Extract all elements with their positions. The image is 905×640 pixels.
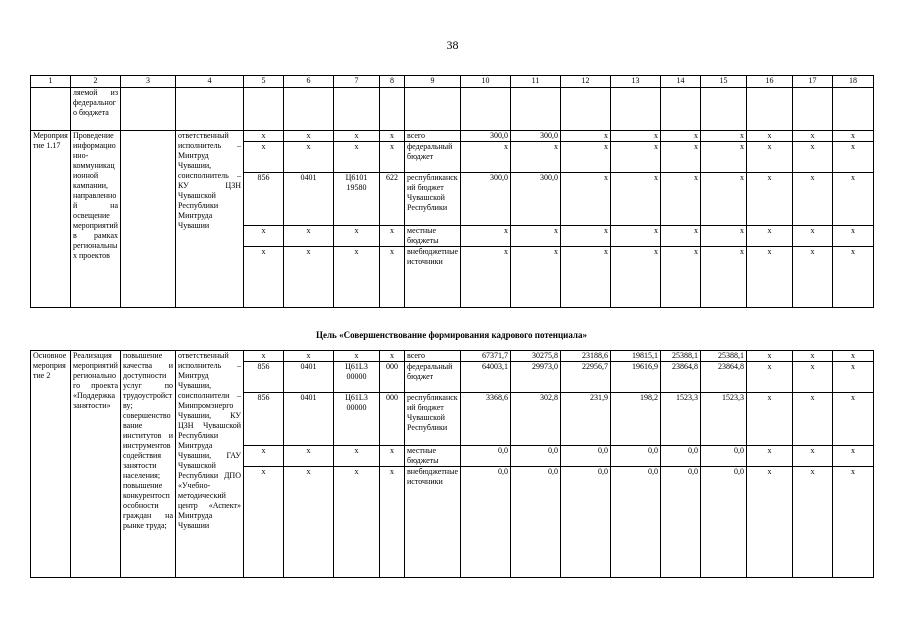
column-number-13: 13 [611, 76, 661, 88]
column-number-5: 5 [244, 76, 284, 88]
cell-v16: x [747, 173, 793, 226]
cell-c6: x [284, 467, 334, 578]
cell-c5: x [244, 226, 284, 247]
cell-v18: x [833, 467, 874, 578]
column-number-6: 6 [284, 76, 334, 88]
program-table-part1 [30, 75, 874, 308]
cell-c6: x [284, 351, 334, 362]
cell-v14: 0,0 [661, 446, 701, 467]
cell-c7: Ц61L3 00000 [334, 362, 380, 393]
cell-v10: x [461, 247, 511, 308]
activity-name: Проведение информационно-коммуникационной кампании, направленной на освещение мероприятий в рамках региональных проектов [71, 131, 121, 308]
cell-c6: x [284, 446, 334, 467]
activity-goal [121, 131, 176, 308]
cell-src: местные бюджеты [405, 446, 461, 467]
cell-c7: x [334, 226, 380, 247]
carry-over-row [31, 88, 874, 131]
cell-c7: x [334, 467, 380, 578]
cell-v11: 302,8 [511, 393, 561, 446]
cell-v17: x [793, 173, 833, 226]
column-number-15: 15 [701, 76, 747, 88]
cell-v14: 23864,8 [661, 362, 701, 393]
activity-goal: повышение качества и доступности услуг по трудоустройству; совершенствование институтов и инструментов содействия занятости населения; повышение конкурентоспособности граждан на рынке труда; [121, 351, 176, 578]
cell-src: внебюджетные источники [405, 467, 461, 578]
cell-src: местные бюджеты [405, 226, 461, 247]
cell-v10: 0,0 [461, 467, 511, 578]
cell-v13: x [611, 173, 661, 226]
cell-src: федеральный бюджет [405, 362, 461, 393]
activity-label: Основное мероприятие 2 [31, 351, 71, 578]
column-number-14: 14 [661, 76, 701, 88]
budget-row [31, 351, 874, 362]
cell-v16: x [747, 247, 793, 308]
cell-v10: x [461, 226, 511, 247]
cell-v16: x [747, 362, 793, 393]
cell-c5: x [244, 247, 284, 308]
cell-c5: x [244, 467, 284, 578]
cell-v18: x [833, 173, 874, 226]
cell-c6: x [284, 142, 334, 173]
cell-v16: x [747, 446, 793, 467]
cell-v12: x [561, 173, 611, 226]
cell-v18: x [833, 226, 874, 247]
cell-src: внебюджетные источники [405, 247, 461, 308]
column-number-12: 12 [561, 76, 611, 88]
cell-c7: Ц61L3 00000 [334, 393, 380, 446]
page-number: 38 [446, 38, 459, 52]
cell-v11: 29973,0 [511, 362, 561, 393]
cell-c6: x [284, 226, 334, 247]
cell-v10: x [461, 142, 511, 173]
cell-v14: x [661, 226, 701, 247]
cell-c5: 856 [244, 173, 284, 226]
cell-v15: x [701, 173, 747, 226]
cell-c5: x [244, 351, 284, 362]
cell-v10: 67371,7 [461, 351, 511, 362]
cell-v17: x [793, 226, 833, 247]
cell-v11: x [511, 247, 561, 308]
cell-c8: x [380, 142, 405, 173]
cell-v12: 22956,7 [561, 362, 611, 393]
cell-v16: x [747, 393, 793, 446]
column-number-2: 2 [71, 76, 121, 88]
cell-v16: x [747, 226, 793, 247]
cell-c8: x [380, 467, 405, 578]
cell-v16: x [747, 142, 793, 173]
column-number-18: 18 [833, 76, 874, 88]
cell-v13: 0,0 [611, 446, 661, 467]
cell-c7: Ц6101 19580 [334, 173, 380, 226]
cell-v12: 231,9 [561, 393, 611, 446]
cell-src: всего [405, 351, 461, 362]
cell-v13: x [611, 142, 661, 173]
cell-v14: 25388,1 [661, 351, 701, 362]
cell-c7: x [334, 131, 380, 142]
cell-v17: x [793, 467, 833, 578]
cell-c7: x [334, 351, 380, 362]
cell-v15: 1523,3 [701, 393, 747, 446]
cell-c5: 856 [244, 393, 284, 446]
cell-src: республиканский бюджет Чувашской Республики [405, 393, 461, 446]
cell-v18: x [833, 362, 874, 393]
column-number-7: 7 [334, 76, 380, 88]
cell-v10: 0,0 [461, 446, 511, 467]
cell-v11: 0,0 [511, 446, 561, 467]
cell-c6: 0401 [284, 362, 334, 393]
cell-v18: x [833, 142, 874, 173]
activity-name: Реализация мероприятий регионального проекта «Поддержка занятости» [71, 351, 121, 578]
cell-v10: 3368,6 [461, 393, 511, 446]
cell-v15: x [701, 142, 747, 173]
goal-heading: Цель «Совершенствование формирования кадрового потенциала» [316, 330, 587, 340]
cell-v18: x [833, 247, 874, 308]
cell-v10: 300,0 [461, 131, 511, 142]
cell-v14: x [661, 142, 701, 173]
cell-v11: 0,0 [511, 467, 561, 578]
column-number-3: 3 [121, 76, 176, 88]
budget-row [31, 131, 874, 142]
column-number-4: 4 [176, 76, 244, 88]
column-number-8: 8 [380, 76, 405, 88]
cell-v18: x [833, 131, 874, 142]
cell-c8: x [380, 131, 405, 142]
cell-v13: 198,2 [611, 393, 661, 446]
cell-c8: 000 [380, 393, 405, 446]
cell-c5: x [244, 142, 284, 173]
cell-c8: x [380, 247, 405, 308]
cell-v16: x [747, 467, 793, 578]
column-number-11: 11 [511, 76, 561, 88]
cell-v17: x [793, 247, 833, 308]
cell-v11: x [511, 142, 561, 173]
cell-v12: x [561, 247, 611, 308]
cell-v11: x [511, 226, 561, 247]
column-number-1: 1 [31, 76, 71, 88]
cell-c8: 622 [380, 173, 405, 226]
cell-c6: x [284, 131, 334, 142]
column-number-10: 10 [461, 76, 511, 88]
cell-v17: x [793, 131, 833, 142]
activity-label: Мероприятие 1.17 [31, 131, 71, 308]
cell-c7: x [334, 142, 380, 173]
cell-v17: x [793, 351, 833, 362]
cell-v11: 300,0 [511, 173, 561, 226]
cell-v10: 300,0 [461, 173, 511, 226]
cell-v10: 64003,1 [461, 362, 511, 393]
cell-v12: 0,0 [561, 467, 611, 578]
cell-v12: x [561, 226, 611, 247]
cell-v14: 0,0 [661, 467, 701, 578]
cell-v11: 30275,8 [511, 351, 561, 362]
cell-v13: x [611, 226, 661, 247]
cell-c8: x [380, 351, 405, 362]
cell-v18: x [833, 393, 874, 446]
cell-c6: x [284, 247, 334, 308]
cell-c6: 0401 [284, 393, 334, 446]
column-number-row [31, 76, 874, 88]
cell-v14: x [661, 173, 701, 226]
cell-v18: x [833, 446, 874, 467]
activity-executor: ответственный исполнитель – Минтруд Чувашии, соисполнители – Минпромэнерго Чувашии, КУ ЦЗН Чувашской Республики Минтруда Чувашии, ГАУ Чувашской Республики ДПО «Учебно-методический центр «Аспект» Минтруда Чувашии [176, 351, 244, 578]
cell-v15: 0,0 [701, 467, 747, 578]
cell-c6: 0401 [284, 173, 334, 226]
cell-v18: x [833, 351, 874, 362]
cell-v14: x [661, 131, 701, 142]
activity-executor: ответственный исполнитель – Минтруд Чувашии, соисполнитель – КУ ЦЗН Чувашской Республики Минтруда Чувашии [176, 131, 244, 308]
cell-v12: 23188,6 [561, 351, 611, 362]
cell-v12: x [561, 131, 611, 142]
cell-src: республиканский бюджет Чувашской Республики [405, 173, 461, 226]
cell-c7: x [334, 446, 380, 467]
cell-v12: x [561, 142, 611, 173]
cell-c5: x [244, 131, 284, 142]
cell-v16: x [747, 351, 793, 362]
column-number-17: 17 [793, 76, 833, 88]
cell-c5: 856 [244, 362, 284, 393]
column-number-9: 9 [405, 76, 461, 88]
cell-v14: x [661, 247, 701, 308]
cell-v17: x [793, 142, 833, 173]
cell-v13: 19815,1 [611, 351, 661, 362]
cell-c8: 000 [380, 362, 405, 393]
cell-src: всего [405, 131, 461, 142]
cell-v15: x [701, 247, 747, 308]
cell-v17: x [793, 393, 833, 446]
column-number-16: 16 [747, 76, 793, 88]
cell-v15: 25388,1 [701, 351, 747, 362]
cell-v14: 1523,3 [661, 393, 701, 446]
cell-v17: x [793, 362, 833, 393]
cell-c5: x [244, 446, 284, 467]
cell-v13: 19616,9 [611, 362, 661, 393]
cell-v16: x [747, 131, 793, 142]
cell-v12: 0,0 [561, 446, 611, 467]
cell-v15: x [701, 226, 747, 247]
cell-v13: x [611, 131, 661, 142]
cell-c8: x [380, 446, 405, 467]
cell-v17: x [793, 446, 833, 467]
cell-v13: x [611, 247, 661, 308]
cell-v11: 300,0 [511, 131, 561, 142]
cell-v13: 0,0 [611, 467, 661, 578]
cell-v15: x [701, 131, 747, 142]
cell-v15: 0,0 [701, 446, 747, 467]
program-table-part2 [30, 350, 874, 578]
cell-src: федеральный бюджет [405, 142, 461, 173]
carry-over-text: ляемой из федерального бюджета [71, 88, 121, 131]
cell-c8: x [380, 226, 405, 247]
cell-c7: x [334, 247, 380, 308]
cell-v15: 23864,8 [701, 362, 747, 393]
